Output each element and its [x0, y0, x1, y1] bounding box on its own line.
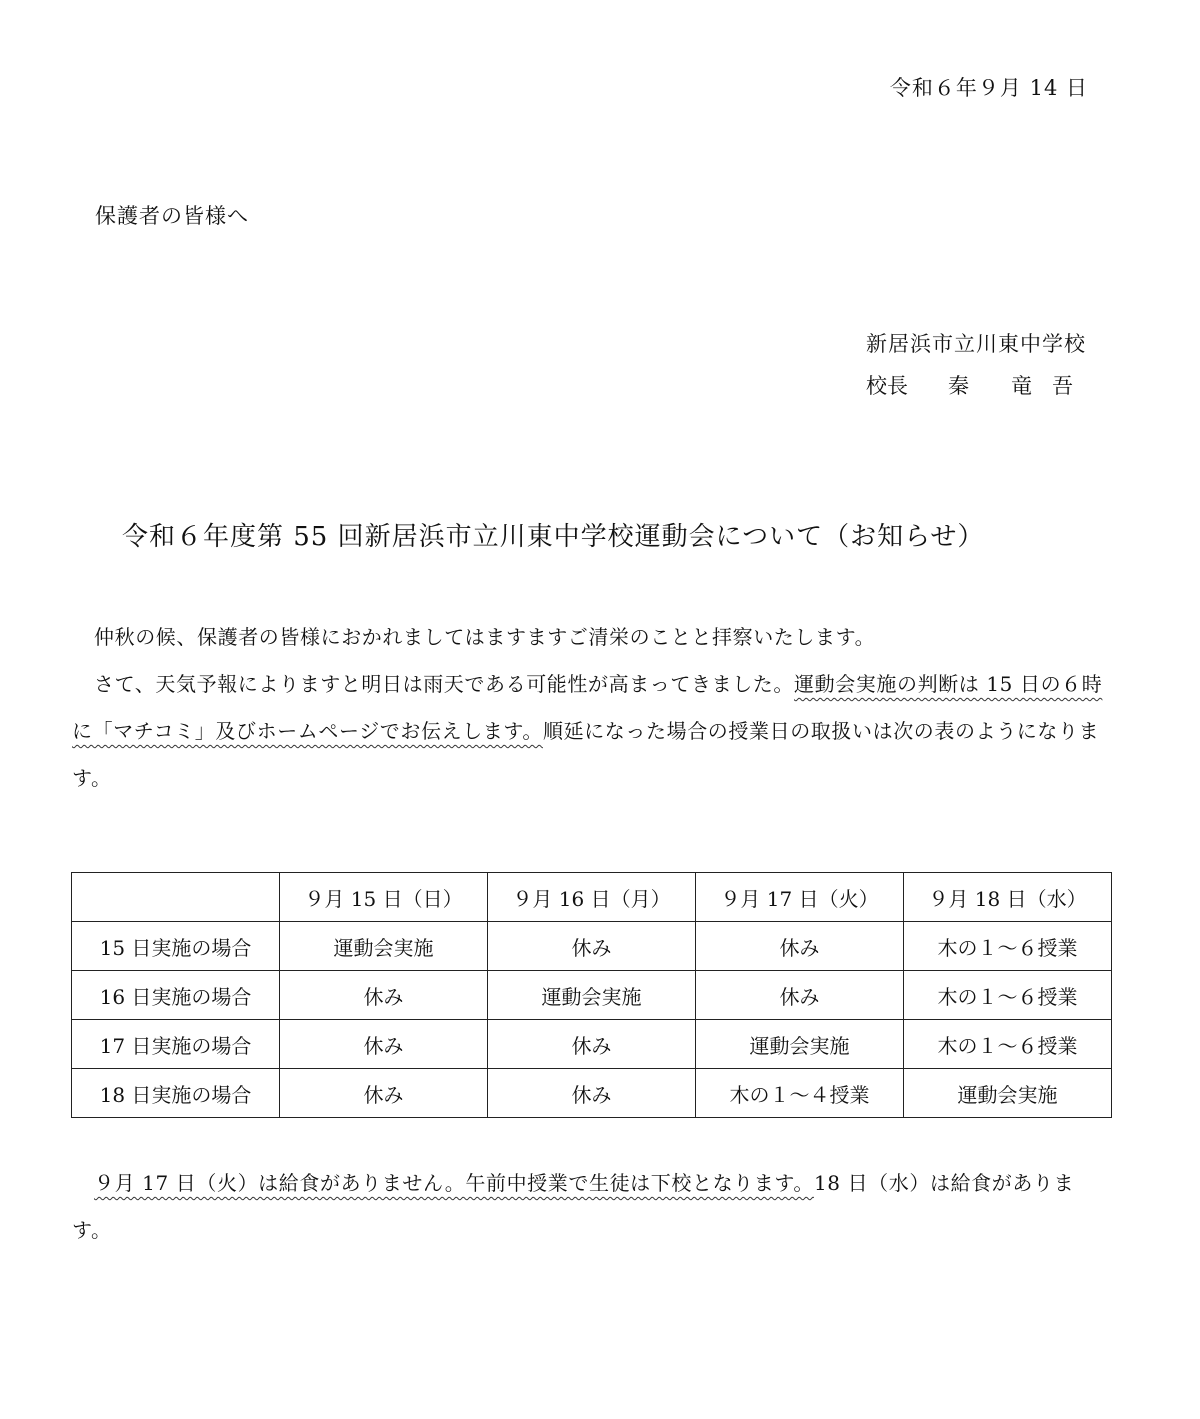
- table-row: [72, 1069, 1112, 1118]
- table-row: [72, 1020, 1112, 1069]
- table-cell: 運動会実施: [904, 1069, 1112, 1118]
- table-cell: 木の１～６授業: [904, 1020, 1112, 1069]
- table-cell: 木の１～４授業: [696, 1069, 904, 1118]
- table-row: [72, 971, 1112, 1020]
- table-cell: 運動会実施: [280, 922, 488, 971]
- table-header-cell: ９月 15 日（日）: [280, 873, 488, 922]
- sender-signature: [866, 370, 1073, 400]
- greeting-text: 仲秋の候、保護者の皆様におかれましてはますますご清栄のことと拝察いたします。: [94, 625, 876, 649]
- addressee: 保護者の皆様へ: [95, 204, 249, 228]
- paragraph-lunch-notice: [72, 1160, 1112, 1254]
- table-cell: 休み: [488, 1020, 696, 1069]
- table-cell: 運動会実施: [488, 971, 696, 1020]
- row-label-cell: 18 日実施の場合: [72, 1069, 280, 1118]
- sender-name-part-3: 吾: [1052, 374, 1073, 398]
- announcement-underlined-text: 運動会実施の判断は 15 日の６時に「マチコミ」及びホームページでお伝えします。: [72, 672, 1103, 743]
- table-cell: 休み: [280, 1069, 488, 1118]
- schedule-intro-text: 順延になった場合の授業日の取扱いは次の表のようになります。: [72, 719, 1100, 790]
- row-label-cell: 16 日実施の場合: [72, 971, 280, 1020]
- sender-organization: 新居浜市立川東中学校: [866, 332, 1086, 356]
- table-cell: 運動会実施: [696, 1020, 904, 1069]
- body-paragraphs: [72, 614, 1112, 802]
- row-label-cell: 17 日実施の場合: [72, 1020, 280, 1069]
- table-header-cell: [72, 873, 280, 922]
- sender-name-part-1: 秦: [948, 374, 969, 398]
- table-cell: 休み: [280, 1020, 488, 1069]
- weather-text: さて、天気予報によりますと明日は雨天である可能性が高まってきました。: [94, 672, 794, 696]
- table-cell: 木の１～６授業: [904, 922, 1112, 971]
- sender-name-part-2: 竜: [1011, 374, 1032, 398]
- document-title: 令和６年度第 55 回新居浜市立川東中学校運動会について（お知らせ）: [122, 522, 985, 552]
- table-header-cell: ９月 16 日（月）: [488, 873, 696, 922]
- table-cell: 休み: [696, 922, 904, 971]
- table-cell: 休み: [696, 971, 904, 1020]
- document-date: 令和６年９月 14 日: [889, 76, 1088, 100]
- lunch-underlined-text: ９月 17 日（火）は給食がありません。午前中授業で生徒は下校となります。: [94, 1171, 814, 1195]
- schedule-table: [71, 872, 1112, 1118]
- table-cell: 休み: [488, 922, 696, 971]
- table-cell: 休み: [488, 1069, 696, 1118]
- paragraph-greeting: [72, 614, 1112, 661]
- table-cell: 休み: [280, 971, 488, 1020]
- table-cell: 木の１～６授業: [904, 971, 1112, 1020]
- sender-role: 校長: [866, 374, 908, 398]
- table-row: [72, 922, 1112, 971]
- table-header-cell: ９月 17 日（火）: [696, 873, 904, 922]
- table-header-row: [72, 873, 1112, 922]
- table-header-cell: ９月 18 日（水）: [904, 873, 1112, 922]
- row-label-cell: 15 日実施の場合: [72, 922, 280, 971]
- lunch-followup-text: 18 日（水）は給食があります。: [72, 1171, 1075, 1242]
- paragraph-weather-notice: [72, 661, 1112, 802]
